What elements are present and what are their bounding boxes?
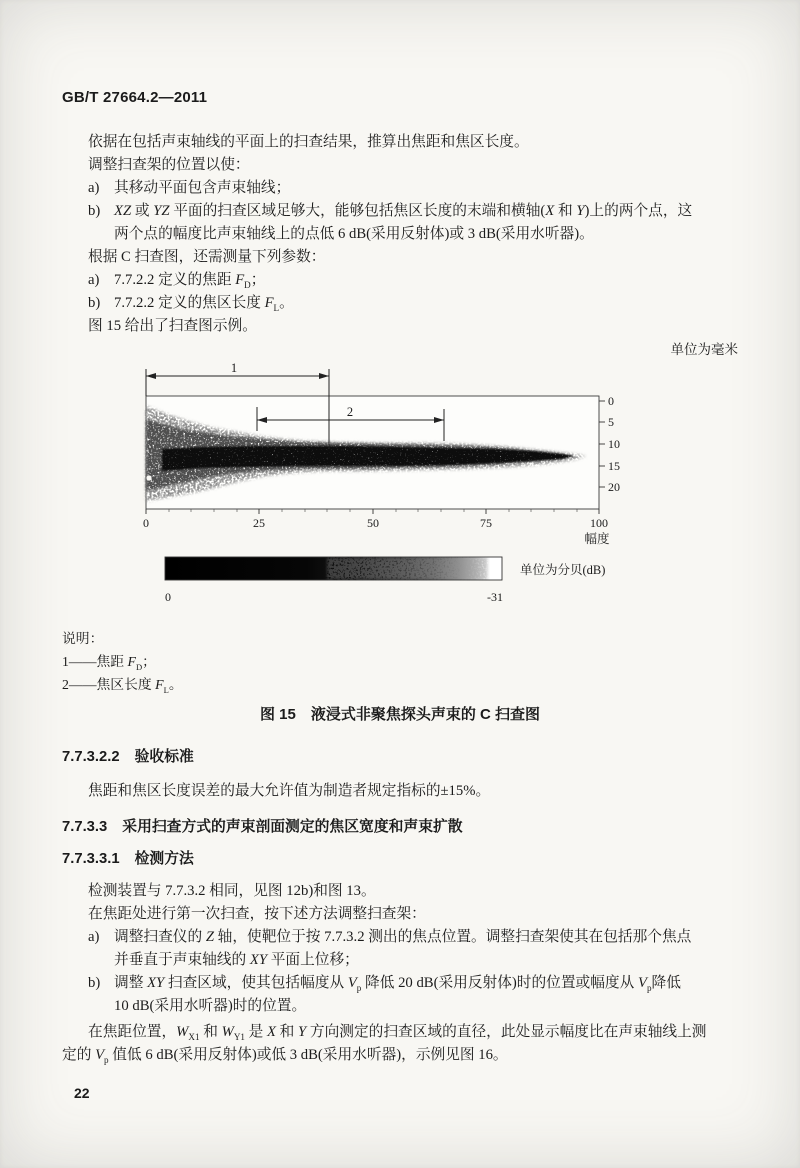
- y-tick-label: 10: [608, 437, 620, 451]
- beam-void-spot: [146, 475, 151, 480]
- method-block: [62, 880, 738, 1067]
- figure-caption: 图 15 液浸式非聚焦探头声束的 C 扫查图: [259, 706, 541, 723]
- y-tick-label: 5: [608, 415, 614, 429]
- section-number: 7.7.3.2.2: [62, 749, 120, 765]
- list-label: b): [88, 203, 101, 219]
- list-item-a: [62, 177, 738, 200]
- list-text: 其移动平面包含声束轴线；: [114, 180, 291, 196]
- x-tick-label: 0: [143, 516, 149, 530]
- intro-block: [62, 131, 738, 338]
- y-tick-label: 0: [608, 394, 614, 408]
- section-number: 7.7.3.3.1: [62, 851, 120, 867]
- legend-item-1: 1——焦距 $F_D$；: [62, 654, 156, 672]
- section-title: 验收标准: [134, 749, 194, 765]
- list-label: a): [88, 929, 100, 945]
- paragraph-line: 在焦距处进行第一次扫查，按下述方法调整扫查架：: [88, 906, 426, 922]
- list-label: b): [88, 975, 101, 991]
- paragraph-line: 根据 C 扫查图，还需测量下列参数：: [88, 249, 326, 265]
- figure-legend: [62, 627, 738, 696]
- list-text: 调整 XY 扫查区域，使其包括幅度从 $V_p$ 降低 20 dB(采用反射体)时的位置或幅度从 $V_p$降低: [114, 975, 681, 993]
- colorbar-max-label: -31: [487, 590, 503, 604]
- dim1-arrow-right: [319, 373, 329, 379]
- section-heading-7-7-3-3: [62, 816, 738, 839]
- paragraph-line: 图 15 给出了扫查图示例。: [88, 318, 257, 334]
- paragraph-line: 定的 $V_p$ 值低 6 dB(采用反射体)或低 3 dB(采用水听器)，示例见图 16。: [62, 1047, 508, 1065]
- section-title: 检测方法: [134, 851, 194, 867]
- paragraph-line: 调整扫查架的位置以使：: [88, 157, 250, 173]
- colorbar-min-label: 0: [165, 590, 171, 604]
- y-tick-label: 20: [608, 480, 620, 494]
- section-heading-7-7-3-3-1: [62, 848, 738, 871]
- x-tick-label: 100: [590, 516, 608, 530]
- list-item-b-cont: 10 dB(采用水听器)时的位置。: [114, 998, 307, 1014]
- list-item-a-cont: 并垂直于声束轴线的 XY 平面上位移；: [114, 952, 359, 968]
- figure-unit-note: 单位为毫米: [670, 342, 738, 357]
- paragraph-line: 检测装置与 7.7.3.2 相同，见图 12b)和图 13。: [88, 883, 376, 899]
- colorbar-unit-label: 单位为分贝(dB): [520, 563, 606, 577]
- standard-number-header: GB/T 27664.2—2011: [62, 89, 208, 106]
- x-tick-label: 75: [480, 516, 492, 530]
- cscan-figure: [62, 361, 742, 611]
- list-item-b: [62, 200, 738, 223]
- section-heading-7-7-3-2-2: [62, 746, 738, 769]
- x-tick-label: 50: [367, 516, 379, 530]
- list-item-b2: [62, 292, 738, 315]
- colorbar-dither: [327, 558, 487, 579]
- dim1-label: 1: [230, 361, 238, 375]
- list-item-b-cont: 两个点的幅度比声束轴线上的点低 6 dB(采用反射体)或 3 dB(采用水听器)。: [114, 226, 594, 242]
- list-text: 7.7.2.2 定义的焦距 $F_D$；: [114, 272, 266, 290]
- paragraph-line: 焦距和焦区长度误差的最大允许值为制造者规定指标的±15%。: [88, 783, 491, 799]
- list-item-b: [62, 972, 738, 995]
- list-item-a2: [62, 269, 738, 292]
- paragraph-line: 在焦距位置，$W_{X1}$ 和 $W_{Y1}$ 是 X 和 Y 方向测定的扫查区域的直径，此处显示幅度比在声束轴线上测: [88, 1024, 707, 1042]
- paragraph-line: 依据在包括声束轴线的平面上的扫查结果，推算出焦距和焦区长度。: [88, 134, 529, 150]
- dim1-arrow-left: [146, 373, 156, 379]
- y-axis-ticks: [599, 401, 605, 487]
- list-label: a): [88, 272, 100, 288]
- list-label: a): [88, 180, 100, 196]
- dim2-label: 2: [346, 405, 354, 419]
- y-tick-label: 15: [608, 459, 620, 473]
- legend-title: 说明：: [62, 631, 104, 646]
- list-text: 调整扫查仪的 Z 轴，使靶位于按 7.7.3.2 测出的焦点位置。调整扫查架使其在包括那个焦点: [114, 929, 692, 945]
- list-text: 7.7.2.2 定义的焦区长度 $F_L$。: [114, 295, 294, 313]
- section-number: 7.7.3.3: [62, 819, 108, 835]
- page-number: 22: [74, 1085, 90, 1101]
- x-axis-label: 幅度: [584, 532, 610, 546]
- list-item-a: [62, 926, 738, 949]
- legend-item-2: 2——焦区长度 $F_L$。: [62, 677, 183, 695]
- section-title: 采用扫查方式的声束剖面测定的焦区宽度和声束扩散: [122, 819, 463, 835]
- x-tick-label: 25: [253, 516, 265, 530]
- list-label: b): [88, 295, 101, 311]
- list-text: XZ 或 YZ 平面的扫查区域足够大，能够包括焦区长度的末端和横轴(X 和 Y)上的两个点，这: [114, 203, 693, 219]
